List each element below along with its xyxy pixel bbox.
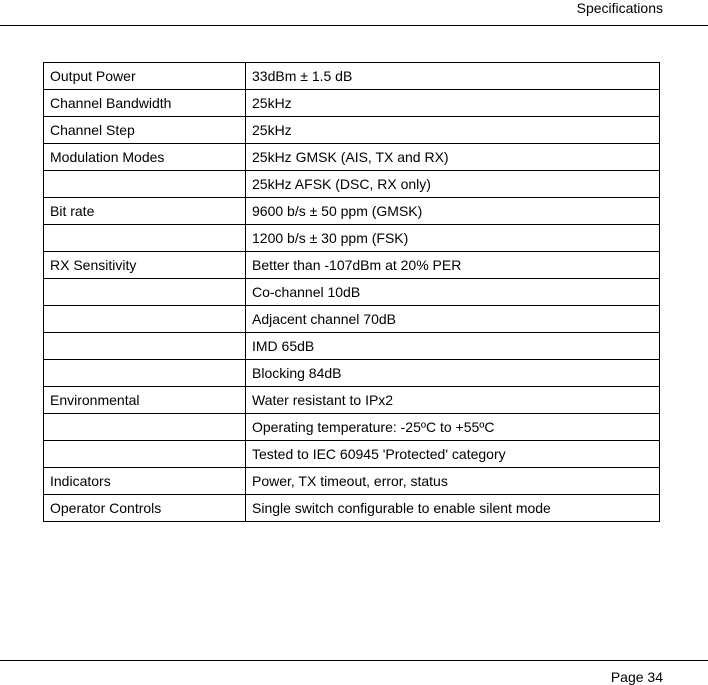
spec-value: Operating temperature: -25ºC to +55ºC [246, 414, 660, 441]
spec-label: Environmental [44, 387, 246, 414]
spec-label [44, 360, 246, 387]
table-row [44, 306, 660, 333]
table-row [44, 468, 660, 495]
spec-value: Tested to IEC 60945 'Protected' category [246, 441, 660, 468]
section-title: Specifications [576, 0, 663, 16]
spec-label [44, 171, 246, 198]
table-row [44, 117, 660, 144]
table-row [44, 387, 660, 414]
spec-label [44, 306, 246, 333]
spec-value: 1200 b/s ± 30 ppm (FSK) [246, 225, 660, 252]
spec-value: Better than -107dBm at 20% PER [246, 252, 660, 279]
table-row [44, 333, 660, 360]
table-row [44, 495, 660, 522]
spec-value: 25kHz [246, 90, 660, 117]
spec-value: 9600 b/s ± 50 ppm (GMSK) [246, 198, 660, 225]
spec-label: Channel Step [44, 117, 246, 144]
table-row [44, 441, 660, 468]
table-row [44, 144, 660, 171]
spec-label: RX Sensitivity [44, 252, 246, 279]
spec-label: Operator Controls [44, 495, 246, 522]
table-row [44, 63, 660, 90]
spec-value: IMD 65dB [246, 333, 660, 360]
spec-value: 25kHz [246, 117, 660, 144]
spec-label [44, 414, 246, 441]
spec-label: Channel Bandwidth [44, 90, 246, 117]
table-row [44, 225, 660, 252]
spec-label: Modulation Modes [44, 144, 246, 171]
table-row [44, 360, 660, 387]
footer-divider [0, 660, 708, 661]
spec-value: 25kHz GMSK (AIS, TX and RX) [246, 144, 660, 171]
spec-label [44, 279, 246, 306]
spec-label [44, 225, 246, 252]
spec-value: Water resistant to IPx2 [246, 387, 660, 414]
spec-value: Co-channel 10dB [246, 279, 660, 306]
table-row [44, 198, 660, 225]
table-row [44, 252, 660, 279]
table-row [44, 279, 660, 306]
spec-value: Single switch configurable to enable silent mode [246, 495, 660, 522]
page-number: Page 34 [610, 669, 663, 685]
spec-label: Indicators [44, 468, 246, 495]
spec-value: Adjacent channel 70dB [246, 306, 660, 333]
spec-label: Bit rate [44, 198, 246, 225]
spec-label [44, 441, 246, 468]
table-row [44, 414, 660, 441]
table-row [44, 90, 660, 117]
table-row [44, 171, 660, 198]
header-divider [0, 25, 708, 26]
spec-value: 25kHz AFSK (DSC, RX only) [246, 171, 660, 198]
spec-value: Blocking 84dB [246, 360, 660, 387]
spec-value: 33dBm ± 1.5 dB [246, 63, 660, 90]
spec-value: Power, TX timeout, error, status [246, 468, 660, 495]
specifications-table [43, 62, 660, 522]
spec-label: Output Power [44, 63, 246, 90]
spec-label [44, 333, 246, 360]
